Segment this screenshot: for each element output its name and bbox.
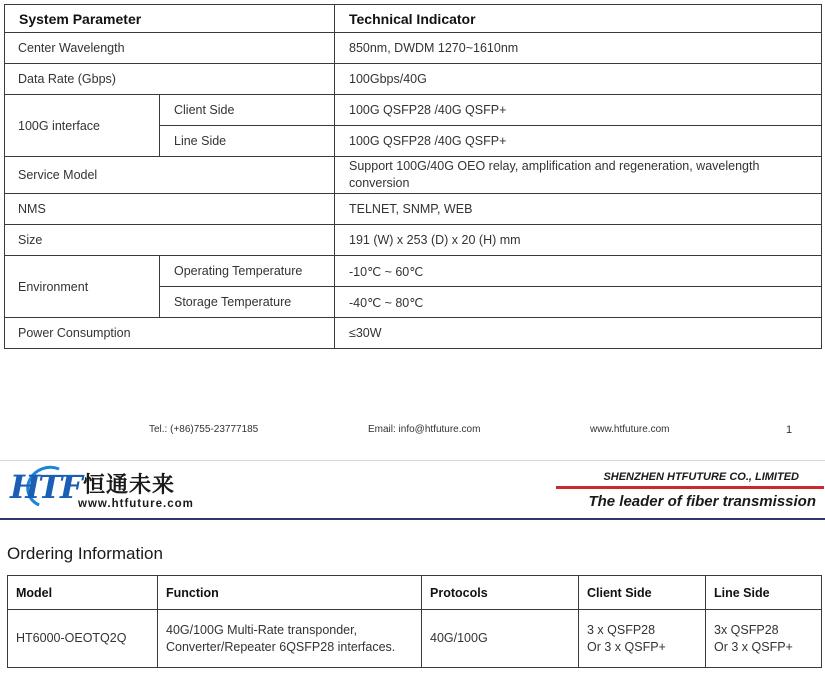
client-line: Or 3 x QSFP+ <box>587 639 666 654</box>
logo-mark: HTF <box>10 468 81 506</box>
cell-line-side <box>706 610 822 668</box>
row-value: 100Gbps/40G <box>335 64 822 95</box>
row-label: Environment <box>5 256 160 318</box>
function-line: 40G/100G Multi-Rate transponder, <box>166 622 358 637</box>
logo-chinese-name: 恒通未来 <box>83 472 176 497</box>
table-row <box>5 64 822 95</box>
function-line: Converter/Repeater 6QSFP28 interfaces. <box>166 639 396 654</box>
row-label: Power Consumption <box>5 318 335 349</box>
spec-table <box>4 4 822 349</box>
table-row <box>5 194 822 225</box>
row-label: Service Model <box>5 157 335 194</box>
footer-divider <box>0 460 825 461</box>
row-value: 850nm, DWDM 1270~1610nm <box>335 33 822 64</box>
sub-label: Client Side <box>160 95 335 126</box>
spec-header-row <box>5 5 822 33</box>
sub-label: Line Side <box>160 126 335 157</box>
header-divider <box>0 518 825 520</box>
header-system-parameter: System Parameter <box>5 5 335 33</box>
header-line-side: Line Side <box>706 576 822 610</box>
footer-website: www.htfuture.com <box>590 424 670 435</box>
row-value: 191 (W) x 253 (D) x 20 (H) mm <box>335 225 822 256</box>
row-label: 100G interface <box>5 95 160 157</box>
row-label: Center Wavelength <box>5 33 335 64</box>
footer-tel: Tel.: (+86)755-23777185 <box>149 424 259 435</box>
logo-url: www.htfuture.com <box>78 498 194 510</box>
header-technical-indicator: Technical Indicator <box>335 5 822 33</box>
header-client-side: Client Side <box>579 576 706 610</box>
company-tagline: The leader of fiber transmission <box>588 493 816 510</box>
row-value: 100G QSFP28 /40G QSFP+ <box>335 126 822 157</box>
table-row <box>5 318 822 349</box>
section-title: Ordering Information <box>7 544 163 563</box>
header-function: Function <box>158 576 422 610</box>
sub-label: Operating Temperature <box>160 256 335 287</box>
row-value: TELNET, SNMP, WEB <box>335 194 822 225</box>
ordering-header-row <box>8 576 822 610</box>
row-label: Size <box>5 225 335 256</box>
line-line: 3x QSFP28 <box>714 622 779 637</box>
row-value: Support 100G/40G OEO relay, amplification and regeneration, wavelength conversion <box>335 157 822 194</box>
row-value: 100G QSFP28 /40G QSFP+ <box>335 95 822 126</box>
company-logo <box>8 466 208 516</box>
sub-label: Storage Temperature <box>160 287 335 318</box>
table-row <box>5 157 822 194</box>
cell-client-side <box>579 610 706 668</box>
ordering-table <box>7 575 822 668</box>
header-protocols: Protocols <box>422 576 579 610</box>
client-line: 3 x QSFP28 <box>587 622 656 637</box>
header-model: Model <box>8 576 158 610</box>
table-row <box>5 95 822 126</box>
table-row <box>5 33 822 64</box>
row-value: -10℃ ~ 60℃ <box>335 256 822 287</box>
row-label: NMS <box>5 194 335 225</box>
table-row <box>8 610 822 668</box>
line-line: Or 3 x QSFP+ <box>714 639 793 654</box>
cell-function <box>158 610 422 668</box>
cell-protocols: 40G/100G <box>422 610 579 668</box>
accent-bar <box>556 486 824 489</box>
row-label: Data Rate (Gbps) <box>5 64 335 95</box>
company-name: SHENZHEN HTFUTURE CO., LIMITED <box>603 471 799 483</box>
cell-model: HT6000-OEOTQ2Q <box>8 610 158 668</box>
table-row <box>5 256 822 287</box>
row-value: -40℃ ~ 80℃ <box>335 287 822 318</box>
row-value: ≤30W <box>335 318 822 349</box>
page-number: 1 <box>786 424 793 436</box>
footer-email: Email: info@htfuture.com <box>368 424 481 435</box>
table-row <box>5 225 822 256</box>
